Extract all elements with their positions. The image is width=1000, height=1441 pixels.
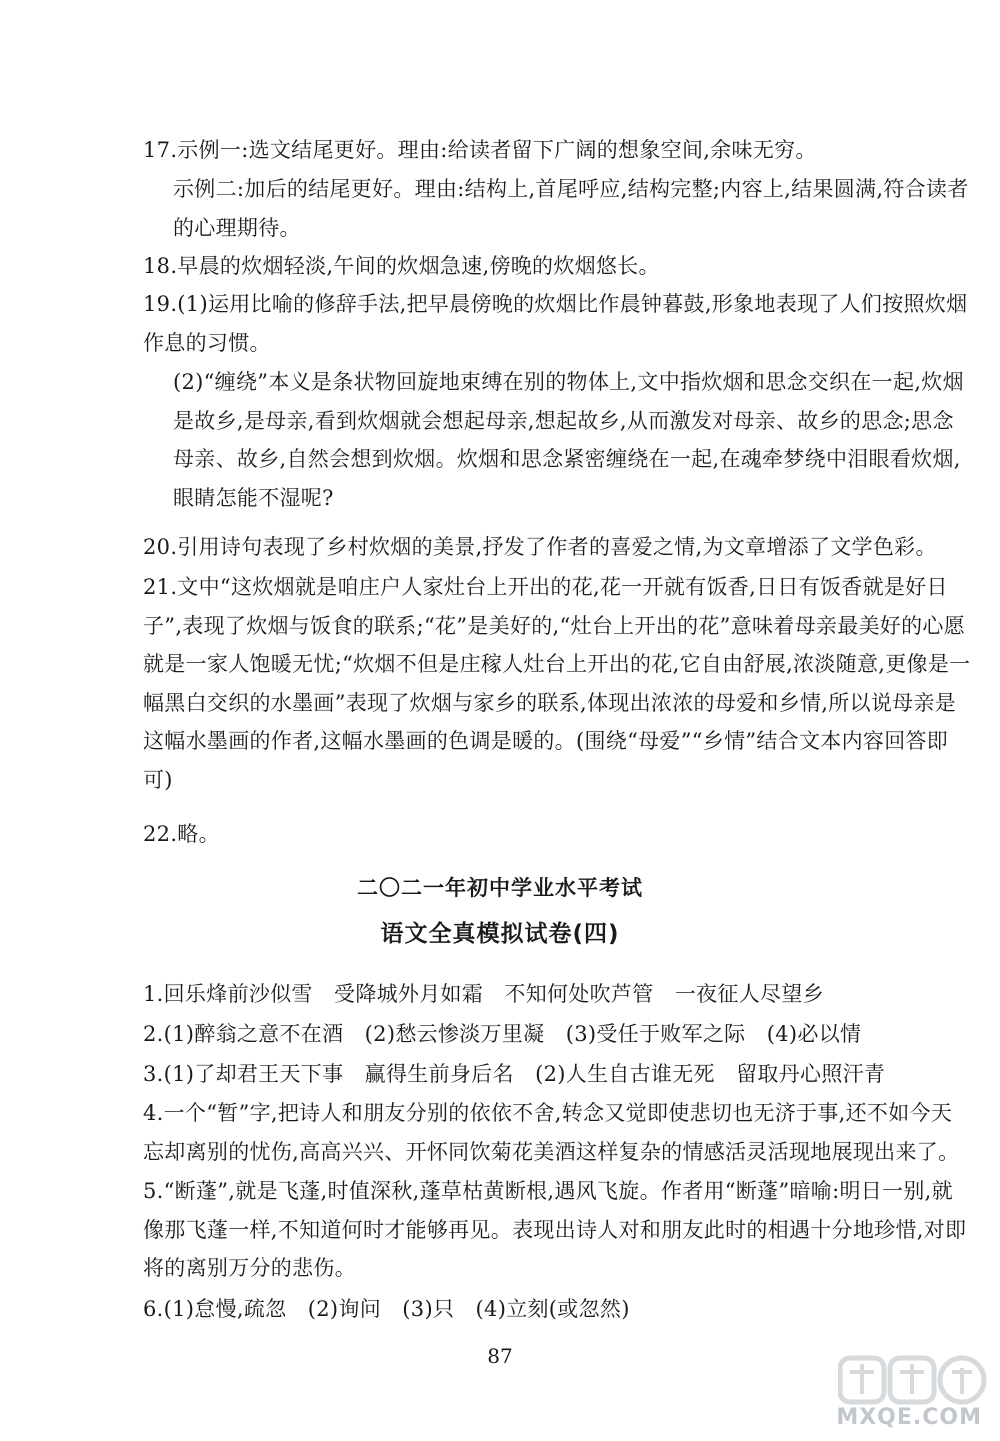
answer-22: 22.略。 bbox=[143, 822, 220, 846]
exam-title: 二〇二一年初中学业水平考试 bbox=[357, 876, 643, 900]
answer-3: 3.(1)了却君王天下事 赢得生前身后名 (2)人生自古谁无死 留取丹心照汗青 bbox=[143, 1062, 886, 1086]
answer-1: 1.回乐烽前沙似雪 受降城外月如霜 不知何处吹芦管 一夜征人尽望乡 bbox=[143, 982, 824, 1006]
answer-6: 6.(1)怠慢,疏忽 (2)询问 (3)只 (4)立刻(或忽然) bbox=[143, 1297, 630, 1321]
answer-5: 5.“断蓬”,就是飞蓬,时值深秋,蓬草枯黄断根,遇风飞旋。作者用“断蓬”暗喻:明日一别,就像那飞蓬一样,不知道何时才能够再见。表现出诗人对和朋友此时的相遇十分地珍惜,对即将的离别万分的悲伤。 bbox=[143, 1179, 967, 1280]
answer-20: 20.引用诗句表现了乡村炊烟的美景,抒发了作者的喜爱之情,为文章增添了文学色彩。 bbox=[143, 535, 937, 559]
page-number: 87 bbox=[487, 1344, 513, 1368]
answer-19-part-2: (2)“缠绕”本义是条状物回旋地束缚在别的物体上,文中指炊烟和思念交织在一起,炊烟是故乡,是母亲,看到炊烟就会想起母亲,想起故乡,从而激发对母亲、故乡的思念;思念母亲、故乡,自然会想到炊烟。炊烟和思念紧密缠绕在一起,在魂牵梦绕中泪眼看炊烟,眼睛怎能不湿呢? bbox=[173, 370, 964, 510]
answer-21: 21.文中“这炊烟就是咱庄户人家灶台上开出的花,花一开就有饭香,日日有饭香就是好日子”,表现了炊烟与饭食的联系;“花”是美好的,“灶台上开出的花”意味着母亲最美好的心愿就是一家人饱暖无忧;“炊烟不但是庄稼人灶台上开出的花,它自由舒展,浓淡随意,更像是一幅黑白交织的水墨画”表现了炊烟与家乡的联系,体现出浓浓的母爱和乡情,所以说母亲是这幅水墨画的作者,这幅水墨画的色调是暖的。(围绕“母爱”“乡情”结合文本内容回答即可) bbox=[143, 575, 971, 792]
answer-2: 2.(1)醉翁之意不在酒 (2)愁云惨淡万里凝 (3)受任于败军之际 (4)必以情 bbox=[143, 1022, 862, 1046]
exam-subtitle: 语文全真模拟试卷(四) bbox=[380, 921, 620, 947]
answer-17-example-1: 17.示例一:选文结尾更好。理由:给读者留下广阔的想象空间,余味无穷。 bbox=[143, 138, 817, 162]
answer-18: 18.早晨的炊烟轻淡,午间的炊烟急速,傍晚的炊烟悠长。 bbox=[143, 254, 660, 278]
answer-17-example-2: 示例二:加后的结尾更好。理由:结构上,首尾呼应,结构完整;内容上,结果圆满,符合读者的心理期待。 bbox=[173, 177, 969, 240]
answer-4: 4.一个“暂”字,把诗人和朋友分别的依依不舍,转念又觉即使悲切也无济于事,还不如今天忘却离别的忧伤,高高兴兴、开怀同饮菊花美酒这样复杂的情感活灵活现地展现出来了。 bbox=[143, 1101, 960, 1164]
answer-19-part-1: 19.(1)运用比喻的修辞手法,把早晨傍晚的炊烟比作晨钟暮鼓,形象地表现了人们按照炊烟作息的习惯。 bbox=[143, 292, 968, 355]
watermark-text: MXQE.COM bbox=[836, 1405, 982, 1430]
